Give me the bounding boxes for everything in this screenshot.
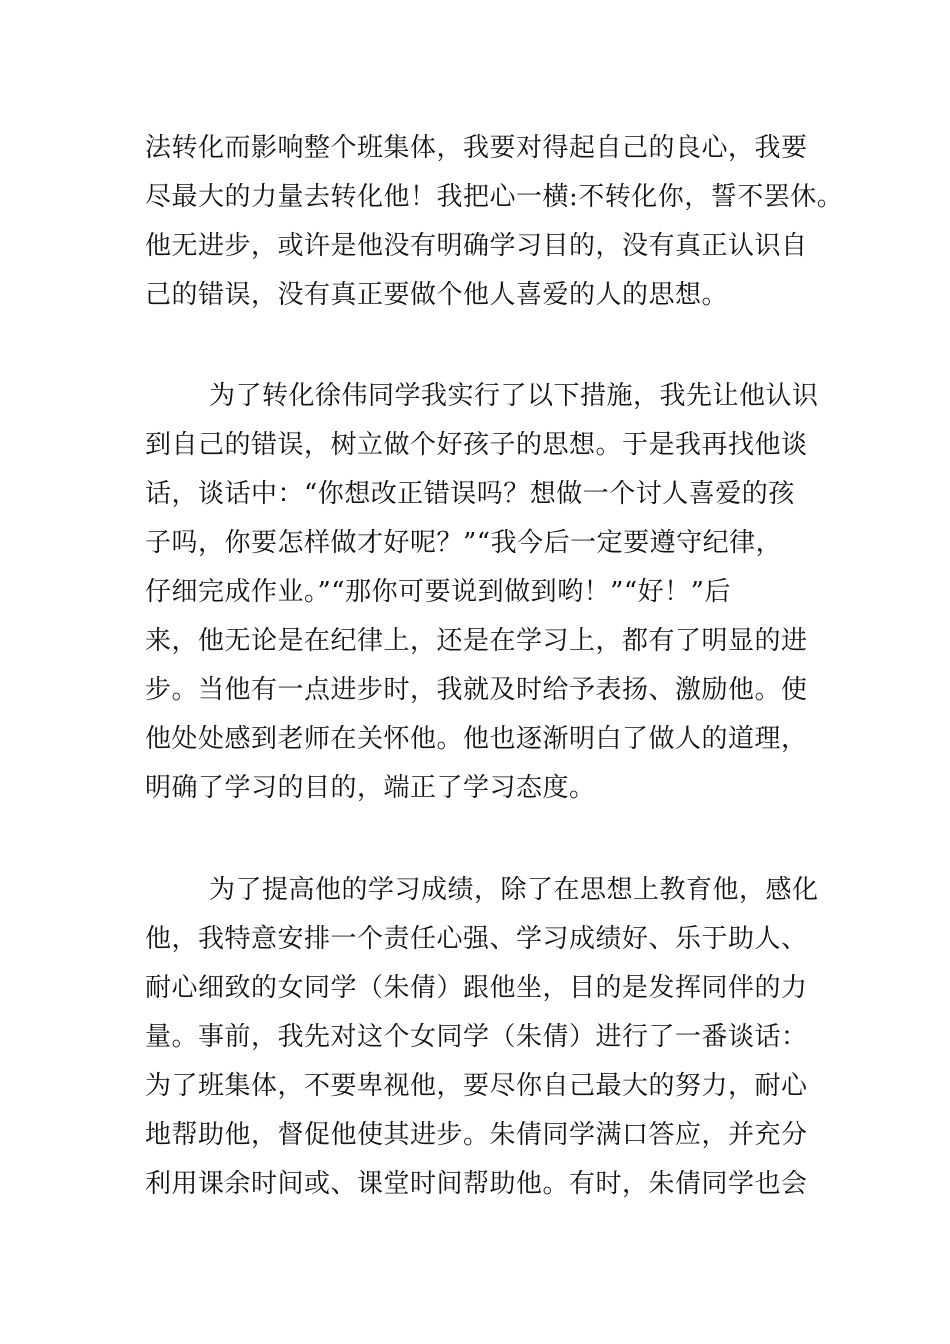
text-line: 步。当他有一点进步时，我就及时给予表扬、激励他。使 (145, 675, 808, 705)
text-line: 为了班集体，不要卑视他，要尽你自己最大的努力，耐心 (145, 1071, 808, 1101)
text-line: 己的错误，没有真正要做个他人喜爱的人的思想。 (145, 280, 729, 310)
text-line: 到自己的错误，树立做个好孩子的思想。于是我再找他谈 (145, 430, 808, 460)
paragraph-3 (145, 866, 825, 1209)
paragraph-1 (145, 124, 844, 320)
text-line: 话，谈话中：“你想改正错误吗？想做一个讨人喜爱的孩 (145, 479, 795, 509)
text-line: 来，他无论是在纪律上，还是在学习上，都有了明显的进 (145, 626, 808, 656)
text-line-indented: 为了转化徐伟同学我实行了以下措施，我先让他认识 (209, 381, 819, 411)
paragraph-2 (145, 372, 825, 813)
text-line: 他无进步，或许是他没有明确学习目的，没有真正认识自 (145, 231, 808, 261)
text-line: 尽最大的力量去转化他！我把心一横:不转化你，誓不罢休。 (145, 182, 844, 212)
text-line: 法转化而影响整个班集体，我要对得起自己的良心，我要 (145, 133, 808, 163)
text-line: 他，我特意安排一个责任心强、学习成绩好、乐于助人、 (145, 924, 808, 954)
text-line: 仔细完成作业。”“那你可要说到做到哟！”“好！”后 (145, 577, 731, 607)
text-line: 利用课余时间或、课堂时间帮助他。有时，朱倩同学也会 (145, 1169, 808, 1199)
text-line: 明确了学习的目的，端正了学习态度。 (145, 773, 596, 803)
text-line: 他处处感到老师在关怀他。他也逐渐明白了做人的道理， (145, 724, 808, 754)
text-line: 地帮助他，督促他使其进步。朱倩同学满口答应，并充分 (145, 1120, 808, 1150)
text-line-indented: 为了提高他的学习成绩，除了在思想上教育他，感化 (209, 875, 819, 905)
text-line: 量。事前，我先对这个女同学（朱倩）进行了一番谈话： (145, 1022, 808, 1052)
text-line: 子吗，你要怎样做才好呢？”“我今后一定要遵守纪律， (145, 528, 783, 558)
text-line: 耐心细致的女同学（朱倩）跟他坐，目的是发挥同伴的力 (145, 973, 808, 1003)
